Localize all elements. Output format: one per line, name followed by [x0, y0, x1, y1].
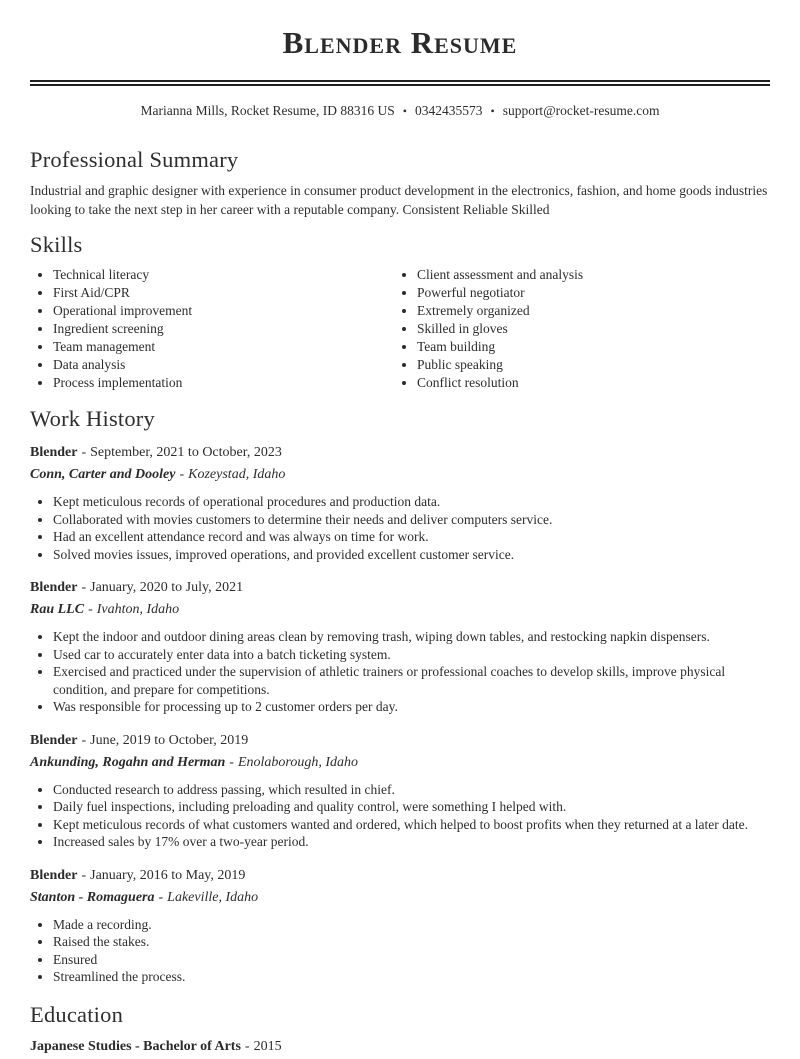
- job-dates: September, 2021 to October, 2023: [90, 445, 282, 460]
- education-dash: -: [244, 1038, 250, 1054]
- job-bullets: [30, 493, 770, 563]
- contact-line: [30, 102, 770, 120]
- job-location: Lakeville, Idaho: [167, 889, 259, 905]
- education-degree: Japanese Studies - Bachelor of Arts: [30, 1038, 241, 1054]
- heading-work-history: Work History: [30, 406, 155, 431]
- job-location: Kozeystad, Idaho: [188, 467, 286, 482]
- heading-professional-summary: Professional Summary: [30, 147, 239, 172]
- job-company-dash: -: [229, 754, 234, 770]
- job-entry: [30, 867, 770, 986]
- job-company-line: [30, 466, 770, 484]
- job-bullet: • Daily fuel inspections, including preloading and quality control, were something I helped with.: [53, 798, 770, 816]
- job-bullet: • Streamlined the process.: [53, 968, 770, 986]
- job-entry: [30, 444, 770, 563]
- header-divider: [30, 80, 770, 86]
- job-bullets: [30, 916, 770, 986]
- education-year: 2015: [253, 1038, 282, 1054]
- summary-text: Industrial and graphic designer with experience in consumer product development in the electronics, fashion, and home goods industries looking to take the next step in her career with a reputable company. Consistent Reliable Skilled: [30, 183, 768, 217]
- skill-item: • Skilled in gloves: [417, 320, 770, 338]
- job-title-dash: -: [81, 732, 87, 748]
- job-title-dash: -: [81, 580, 87, 595]
- job-bullet: • Increased sales by 17% over a two-year period.: [53, 833, 770, 851]
- skill-item: • Data analysis: [53, 356, 400, 374]
- job-dates: January, 2016 to May, 2019: [90, 867, 246, 883]
- skill-item: • Extremely organized: [417, 302, 770, 320]
- job-bullet: • Conducted research to address passing, which resulted in chief.: [53, 781, 770, 799]
- job-bullet: • Solved movies issues, improved operations, and provided excellent customer service.: [53, 546, 770, 564]
- skill-item: • Team building: [417, 338, 770, 356]
- skill-item: • Public speaking: [417, 356, 770, 374]
- skill-item: • Technical literacy: [53, 266, 400, 284]
- job-title: Blender: [30, 732, 78, 748]
- job-bullet: • Raised the stakes.: [53, 933, 770, 951]
- section-work-history: [30, 406, 770, 986]
- skills-columns: [30, 266, 770, 392]
- section-education: [30, 1002, 770, 1056]
- job-title-line: [30, 732, 770, 750]
- job-company: Conn, Carter and Dooley: [30, 467, 176, 482]
- job-bullet: • Kept the indoor and outdoor dining areas clean by removing trash, wiping down tables, and restocking napkin dispensers.: [53, 628, 770, 646]
- job-company-line: [30, 754, 770, 772]
- job-company: Stanton - Romaguera: [30, 889, 155, 905]
- job-bullet: • Kept meticulous records of what customers wanted and ordered, which helped to boost profits when they returned at a later date.: [53, 816, 770, 834]
- job-title: Blender: [30, 580, 78, 595]
- skill-item: • Conflict resolution: [417, 374, 770, 392]
- job-company-dash: -: [158, 889, 164, 905]
- contact-separator: •: [490, 104, 495, 118]
- job-company: Rau LLC: [30, 602, 85, 617]
- job-title-line: [30, 579, 770, 597]
- job-bullets: [30, 628, 770, 716]
- section-professional-summary: [30, 147, 770, 219]
- heading-education: Education: [30, 1001, 124, 1027]
- job-bullet: • Was responsible for processing up to 2 customer orders per day.: [53, 698, 770, 716]
- job-bullet: • Ensured: [53, 951, 770, 969]
- section-skills: [30, 232, 770, 392]
- skill-item: • Powerful negotiator: [417, 284, 770, 302]
- job-company-line: [30, 889, 770, 907]
- resume-header: [30, 24, 770, 120]
- contact-email: support@rocket-resume.com: [502, 103, 660, 118]
- job-entry: [30, 579, 770, 716]
- job-company-line: [30, 601, 770, 619]
- job-entry: [30, 732, 770, 851]
- skills-list-left: [30, 266, 400, 392]
- skill-item: • Operational improvement: [53, 302, 400, 320]
- jobs: [30, 444, 770, 986]
- skills-list-right: [400, 266, 770, 392]
- job-title: Blender: [30, 867, 78, 883]
- job-dates: June, 2019 to October, 2019: [90, 732, 249, 748]
- job-company: Ankunding, Rogahn and Herman: [30, 754, 226, 770]
- job-bullet: • Kept meticulous records of operational procedures and production data.: [53, 493, 770, 511]
- job-company-dash: -: [179, 467, 185, 482]
- job-title-line: [30, 444, 770, 462]
- job-location: Enolaborough, Idaho: [237, 754, 359, 770]
- contact-separator: •: [402, 104, 407, 118]
- job-location: Ivahton, Idaho: [96, 602, 180, 617]
- education-entry: [30, 1038, 770, 1056]
- resume-page: [0, 24, 800, 1056]
- job-dates: January, 2020 to July, 2021: [90, 580, 244, 595]
- job-title-dash: -: [81, 867, 87, 883]
- job-bullet: • Collaborated with movies customers to determine their needs and deliver computers service.: [53, 511, 770, 529]
- skill-item: • First Aid/CPR: [53, 284, 400, 302]
- job-bullet: • Had an excellent attendance record and was always on time for work.: [53, 528, 770, 546]
- contact-name-address: Marianna Mills, Rocket Resume, ID 88316 US: [140, 103, 395, 118]
- job-company-dash: -: [88, 602, 93, 617]
- job-title-dash: -: [81, 445, 87, 460]
- job-title-line: [30, 867, 770, 885]
- heading-skills: Skills: [30, 232, 83, 257]
- skill-item: • Ingredient screening: [53, 320, 400, 338]
- job-bullets: [30, 781, 770, 851]
- skill-item: • Process implementation: [53, 374, 400, 392]
- job-bullet: • Exercised and practiced under the supervision of athletic trainers or professional coaches to develop skills, improve physical condition, and prepare for competitions.: [53, 663, 770, 698]
- job-title: Blender: [30, 445, 78, 460]
- job-bullet: • Used car to accurately enter data into a batch ticketing system.: [53, 646, 770, 664]
- job-bullet: • Made a recording.: [53, 916, 770, 934]
- contact-phone: 0342435573: [414, 103, 483, 118]
- skill-item: • Client assessment and analysis: [417, 266, 770, 284]
- resume-title: Blender Resume: [282, 25, 518, 60]
- skill-item: • Team management: [53, 338, 400, 356]
